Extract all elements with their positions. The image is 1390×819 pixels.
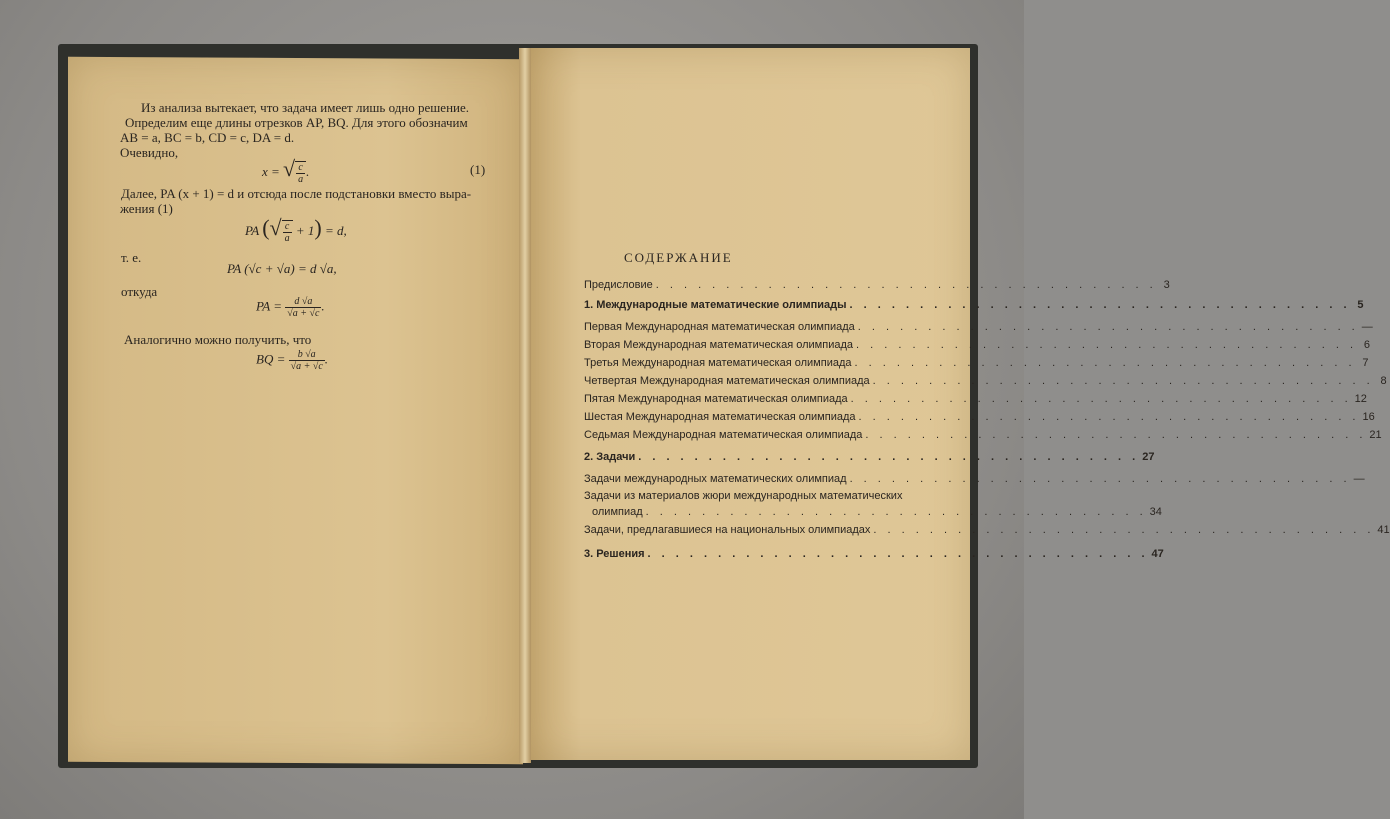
- toc-entry-label: 1. Международные математические олимпиады: [584, 299, 847, 311]
- eq1-num: c: [296, 162, 305, 174]
- text-line-3: AB = a, BC = b, CD = c, DA = d.: [120, 130, 295, 145]
- eq2-num: c: [283, 221, 292, 233]
- toc-entry: [584, 524, 1390, 536]
- toc-entry-label: Седьмая Международная математическая олимпиада: [584, 429, 863, 441]
- toc-entry: [584, 473, 1365, 485]
- eq2-b: + 1: [295, 223, 315, 238]
- text-line-6: жения (1): [120, 201, 173, 216]
- toc-entry-label: 2. Задачи: [584, 451, 636, 463]
- toc-entry-label: олимпиад: [592, 506, 643, 518]
- toc-entry: [584, 548, 1164, 560]
- text-line-9: Аналогично можно получить, что: [124, 332, 312, 347]
- equation-1: x = √ $\frac{c}{a}$ .: [262, 156, 310, 186]
- toc-page-number: 21: [1369, 429, 1382, 441]
- toc-entry-label: Задачи международных математических олимпиад: [584, 473, 847, 485]
- toc-page-number: 16: [1362, 411, 1375, 423]
- toc-entry: [584, 429, 1382, 441]
- toc-page-number: 27: [1142, 451, 1155, 463]
- eq2-c: = d,: [325, 223, 347, 238]
- toc-entry-label: Задачи, предлагавшиеся на национальных олимпиадах: [584, 524, 871, 536]
- eq1-lhs: x =: [262, 164, 280, 179]
- eq5-lhs: BQ =: [256, 351, 286, 367]
- text-line-4: Очевидно,: [120, 145, 179, 160]
- toc-leader-dots: . . . . . . . . . . . . . . . . . . . . . . . . . . . . . . . . . . . .: [655, 279, 1157, 291]
- toc-page-number: 34: [1149, 506, 1162, 518]
- equation-number: (1): [470, 162, 486, 177]
- toc-page-number: 41: [1377, 524, 1390, 536]
- toc-leader-dots: . . . . . . . . . . . . . . . . . . . . . . . . . . . . . . . . . . . .: [849, 299, 1351, 311]
- toc-entry-label: Вторая Международная математическая олимпиада: [584, 339, 854, 351]
- toc-leader-dots: . . . . . . . . . . . . . . . . . . . . . . . . . . . . . . . . . . . .: [850, 393, 1352, 405]
- equation-3: PA (√c + √a) = d √a,: [227, 261, 337, 276]
- toc-title: СОДЕРЖАНИЕ: [624, 250, 733, 265]
- toc-entry: [584, 357, 1369, 369]
- eq2-a: PA: [245, 223, 259, 238]
- toc-page-number: 3: [1163, 279, 1170, 291]
- toc-entry-label: Предисловие: [584, 279, 653, 291]
- eq4-num: d √a: [285, 296, 321, 308]
- eq2-den: a: [284, 233, 290, 245]
- eq4-lhs: PA =: [256, 298, 282, 314]
- toc-leader-dots: . . . . . . . . . . . . . . . . . . . . . . . . . . . . . . . . . . . .: [638, 451, 1140, 463]
- toc-entry: [584, 411, 1375, 423]
- text-line-2: Определим еще длины отрезков AP, BQ. Для этого обозначим: [125, 115, 468, 130]
- toc-leader-dots: . . . . . . . . . . . . . . . . . . . . . . . . . . . . . . . . . . . .: [872, 375, 1374, 387]
- toc-entry: [592, 506, 1162, 518]
- eq1-den: a: [298, 174, 304, 186]
- toc-entry-label: Задачи из материалов жюри международных математических: [584, 490, 903, 502]
- toc-page-number: —: [1361, 321, 1373, 333]
- toc-leader-dots: . . . . . . . . . . . . . . . . . . . . . . . . . . . . . . . . . . . .: [645, 506, 1147, 518]
- toc-page-number: 8: [1380, 375, 1387, 387]
- toc-page-number: —: [1353, 473, 1365, 485]
- toc-entry-label: 3. Решения: [584, 548, 645, 560]
- toc-entry-label: Третья Международная математическая олимпиада: [584, 357, 852, 369]
- toc-leader-dots: . . . . . . . . . . . . . . . . . . . . . . . . . . . . . . . . . . . .: [856, 339, 1358, 351]
- toc-page-number: 12: [1354, 393, 1367, 405]
- toc-entry: [584, 339, 1371, 351]
- toc-leader-dots: . . . . . . . . . . . . . . . . . . . . . . . . . . . . . . . . . . . .: [647, 548, 1149, 560]
- eq4-den: √a + √c: [287, 308, 320, 319]
- toc-page-number: 6: [1363, 339, 1371, 351]
- toc-entry-label: Четвертая Международная математическая олимпиада: [584, 375, 870, 387]
- toc-leader-dots: . . . . . . . . . . . . . . . . . . . . . . . . . . . . . . . . . . . .: [849, 473, 1351, 485]
- text-line-5: Далее, PA (x + 1) = d и отсюда после подстановки вместо выра-: [121, 186, 472, 201]
- equation-2: PA (√ $\frac{c}{a}$ + 1) = d,: [245, 215, 347, 245]
- book-gutter: [519, 48, 531, 763]
- eq5-den: √a + √c: [290, 361, 323, 372]
- toc-entry-label: Первая Международная математическая олимпиада: [584, 321, 855, 333]
- eq4-tail: .: [321, 298, 325, 314]
- toc-entry-label: Шестая Международная математическая олимпиада: [584, 411, 856, 423]
- eq1-tail: .: [306, 164, 310, 179]
- toc-entry-label: Пятая Международная математическая олимпиада: [584, 393, 848, 405]
- eq5-tail: .: [324, 351, 329, 367]
- toc-entry: [584, 321, 1373, 333]
- toc-entry: [584, 299, 1364, 311]
- toc-leader-dots: . . . . . . . . . . . . . . . . . . . . . . . . . . . . . . . . . . . .: [873, 524, 1375, 536]
- text-line-8: откуда: [121, 284, 158, 299]
- toc-leader-dots: . . . . . . . . . . . . . . . . . . . . . . . . . . . . . . . . . . . .: [858, 411, 1360, 423]
- equation-4: [256, 296, 325, 319]
- toc-entry: [584, 393, 1367, 405]
- text-line-1: Из анализа вытекает, что задача имеет лишь одно решение.: [141, 100, 470, 115]
- toc-page-number: 5: [1357, 299, 1364, 311]
- toc-leader-dots: . . . . . . . . . . . . . . . . . . . . . . . . . . . . . . . . . . . .: [857, 321, 1359, 333]
- text-line-7: т. е.: [121, 250, 142, 265]
- toc-page-number: 7: [1362, 357, 1369, 369]
- equation-5: [256, 349, 328, 372]
- toc-entry: [584, 451, 1155, 463]
- toc-leader-dots: . . . . . . . . . . . . . . . . . . . . . . . . . . . . . . . . . . . .: [865, 429, 1367, 441]
- toc-entry: [584, 490, 906, 502]
- toc-page-number: 47: [1151, 548, 1164, 560]
- toc-leader-dots: . . . . . . . . . . . . . . . . . . . . . . . . . . . . . . . . . . . .: [854, 357, 1356, 369]
- eq5-num: b √a: [289, 349, 325, 361]
- toc-entry: [584, 279, 1170, 291]
- toc-entry: [584, 375, 1387, 387]
